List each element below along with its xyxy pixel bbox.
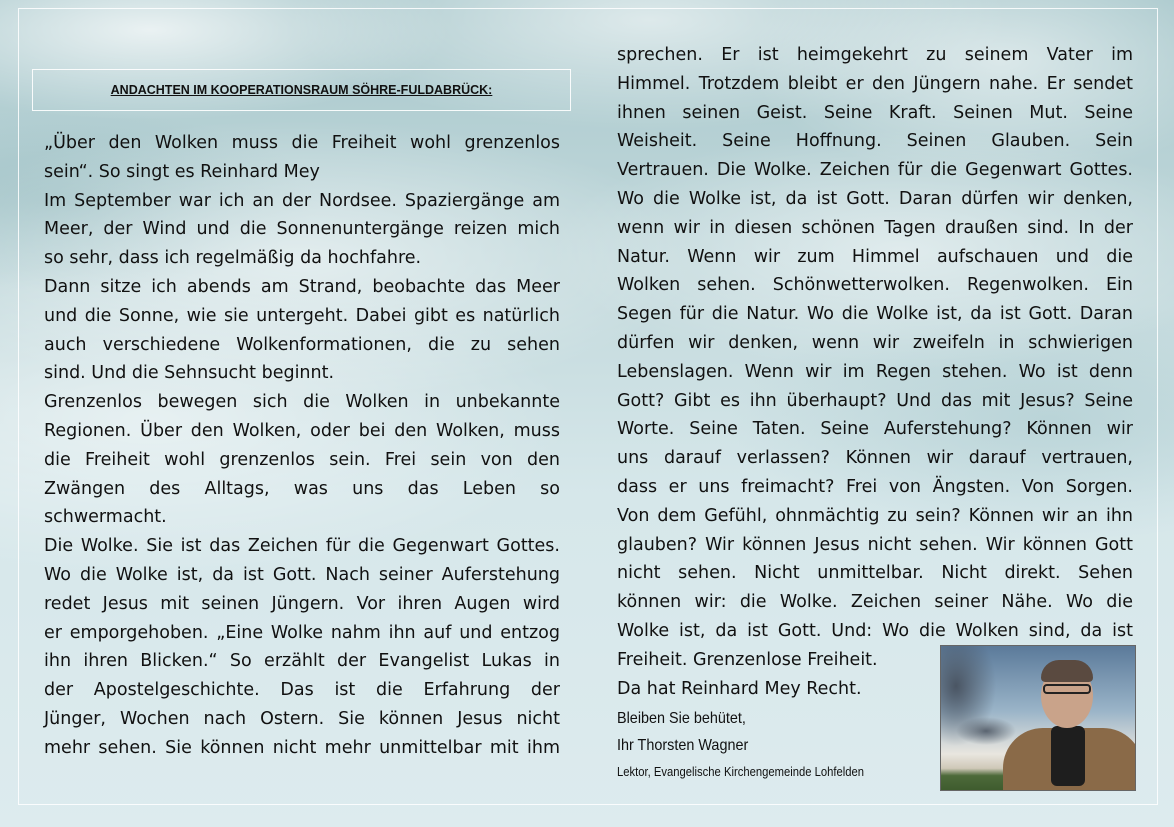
text-line: sind. Und die Sehnsucht beginnt.: [44, 363, 335, 384]
text-line: Zwängen des Alltags, was uns das Leben so: [44, 478, 560, 499]
text-line: Lebenslagen. Wenn wir im Regen stehen. Wo ist denn: [617, 361, 1133, 382]
text-line: Wolke ist, da ist Gott. Und: Wo die Wolken sind, da ist: [617, 620, 1133, 641]
text-line: mehr sehen. Sie können nicht mehr unmittelbar mit ihm: [44, 737, 560, 758]
text-line: „Über den Wolken muss die Freiheit wohl grenzenlos: [44, 133, 560, 153]
text-line: Himmel. Trotzdem bleibt er den Jüngern nahe. Er sendet: [617, 73, 1133, 94]
text-line: Dann sitze ich abends am Strand, beobachte das Meer: [44, 276, 560, 297]
text-line: Natur. Wenn wir zum Himmel aufschauen und die: [617, 246, 1133, 267]
text-line: Wo die Wolke ist, da ist Gott. Nach seiner Auferstehung: [44, 564, 560, 585]
author-photo: [940, 645, 1136, 791]
text-line: schwermacht.: [44, 507, 167, 528]
text-line: uns darauf verlassen? Können wir darauf vertrauen,: [617, 448, 1133, 469]
signature-greeting: Bleiben Sie behütet,: [617, 710, 746, 727]
text-line: Vertrauen. Die Wolke. Zeichen für die Gegenwart Gottes.: [617, 160, 1133, 181]
text-line: Von dem Gefühl, ohnmächtig zu sein? Können wir an ihn: [617, 505, 1133, 526]
text-line: Meer, der Wind und die Sonnenuntergänge reizen mich: [44, 219, 560, 240]
text-line: ihn ihren Blicken.“ So erzählt der Evangelist Lukas in: [44, 651, 560, 672]
header-box: [32, 69, 571, 111]
text-line: Weisheit. Seine Hoffnung. Seinen Glauben. Sein: [617, 131, 1133, 152]
text-line: Gott? Gibt es ihn überhaupt? Und das mit Jesus? Seine: [617, 390, 1133, 411]
text-line: glauben? Wir können Jesus nicht sehen. Wir können Gott: [617, 534, 1133, 555]
text-line: Regionen. Über den Wolken, oder bei den Wolken, muss: [44, 420, 560, 441]
photo-hair: [1041, 660, 1093, 682]
text-line: ihnen seinen Geist. Seine Kraft. Seinen Mut. Seine: [617, 102, 1133, 123]
text-line: dürfen wir denken, wenn wir zweifeln in schwierigen: [617, 332, 1133, 353]
text-line: Die Wolke. Sie ist das Zeichen für die Gegenwart Gottes.: [44, 536, 560, 557]
text-line: er emporgehoben. „Eine Wolke nahm ihn auf und entzog: [44, 622, 560, 643]
text-line: Grenzenlos bewegen sich die Wolken in unbekannte: [44, 392, 560, 413]
page-title: ANDACHTEN IM KOOPERATIONSRAUM SÖHRE-FULDABRÜCK:: [110, 83, 493, 97]
text-line: so sehr, dass ich regelmäßig da hochfahre.: [44, 248, 422, 269]
text-line: Wo die Wolke ist, da ist Gott. Daran dürfen wir denken,: [617, 188, 1133, 209]
text-line: sprechen. Er ist heimgekehrt zu seinem Vater im: [617, 45, 1133, 65]
text-line: Freiheit. Grenzenlose Freiheit.: [617, 649, 878, 670]
text-line: können wir: die Wolke. Zeichen seiner Nähe. Wo die: [617, 592, 1133, 613]
text-line: nicht sehen. Nicht unmittelbar. Nicht direkt. Sehen: [617, 563, 1133, 584]
signature-role: Lektor, Evangelische Kirchengemeinde Lohfelden: [617, 765, 865, 779]
text-line: der Apostelgeschichte. Das ist die Erfahrung der: [44, 680, 560, 701]
text-line: die Freiheit wohl grenzenlos sein. Frei sein von den: [44, 449, 560, 470]
text-line: wenn wir in diesen schönen Tagen draußen sind. In der: [617, 217, 1133, 238]
left-column: [44, 129, 560, 763]
text-line: und die Sonne, wie sie untergeht. Dabei gibt es natürlich: [44, 305, 560, 326]
right-column: [617, 41, 1133, 703]
text-line: Im September war ich an der Nordsee. Spaziergänge am: [44, 190, 560, 211]
text-line: auch verschiedene Wolkenformationen, die zu sehen: [44, 334, 560, 355]
signature-name: Ihr Thorsten Wagner: [617, 737, 749, 754]
photo-glasses: [1043, 684, 1091, 694]
text-line: redet Jesus mit seinen Jüngern. Vor ihren Augen wird: [44, 593, 560, 614]
text-line: dass er uns freimacht? Frei von Ängsten. Von Sorgen.: [617, 476, 1133, 497]
text-line: sein“. So singt es Reinhard Mey: [44, 161, 320, 182]
text-line: Da hat Reinhard Mey Recht.: [617, 678, 862, 699]
text-line: Wolken sehen. Schönwetterwolken. Regenwolken. Ein: [617, 275, 1133, 296]
photo-collar: [1051, 726, 1085, 786]
text-line: Jünger, Wochen nach Ostern. Sie können Jesus nicht: [44, 708, 560, 729]
text-line: Segen für die Natur. Wo die Wolke ist, da ist Gott. Daran: [617, 304, 1133, 325]
text-line: Worte. Seine Taten. Seine Auferstehung? Können wir: [617, 419, 1133, 440]
